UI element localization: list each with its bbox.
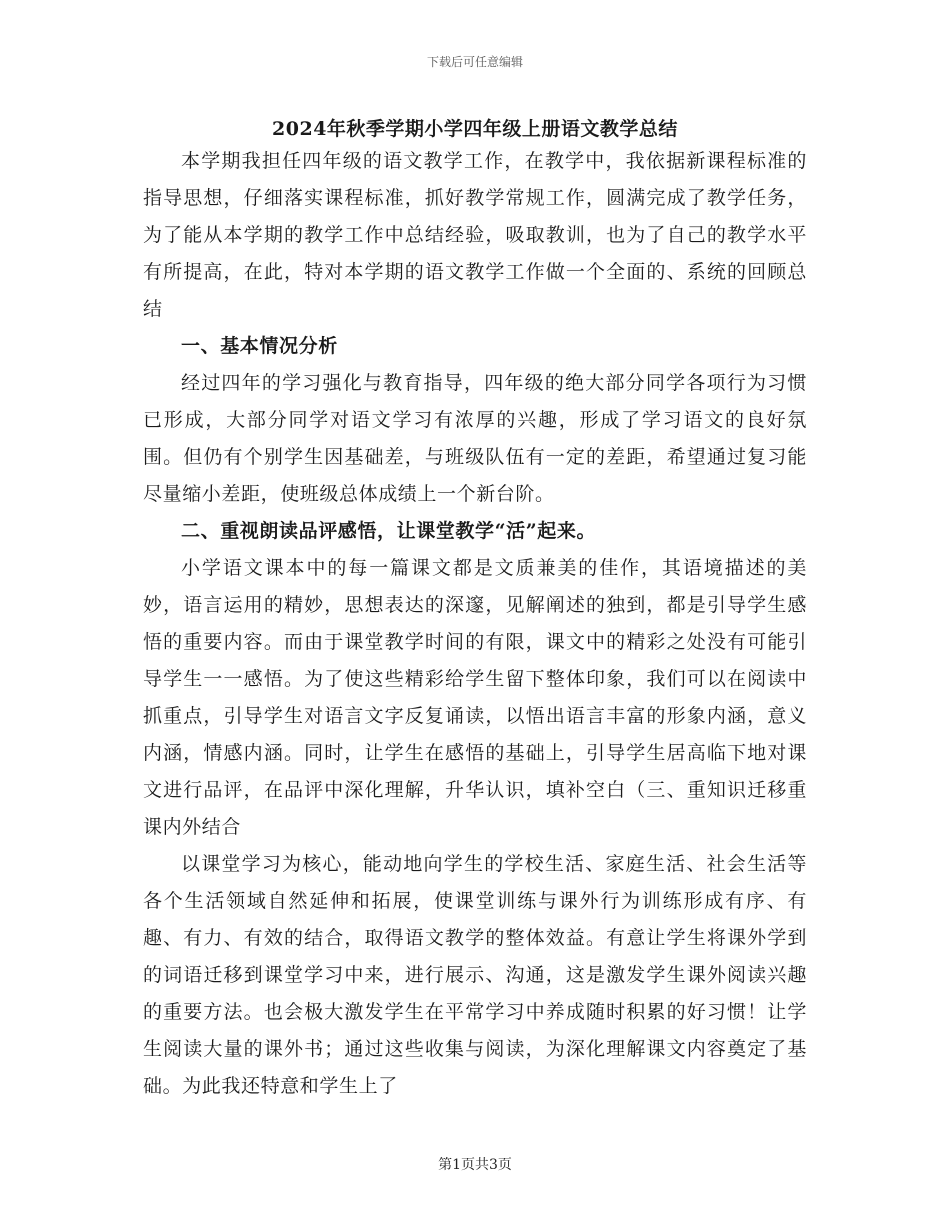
page-header xyxy=(0,54,950,70)
page-number: 第1页共3页 xyxy=(438,1157,512,1173)
paragraph-intro: 本学期我担任四年级的语文教学工作，在教学中，我依据新课程标准的指导思想，仔细落实课程标准，抓好教学常规工作，圆满完成了教学任务，为了能从本学期的教学工作中总结经验，吸取教训，也为了自己的教学水平有所提高，在此，特对本学期的语文教学工作做一个全面的、系统的回顾总结 xyxy=(143,150,807,320)
header-text: 下载后可任意编辑 xyxy=(426,55,523,69)
document-body xyxy=(143,143,807,1105)
paragraph-basic-situation: 经过四年的学习强化与教育指导，四年级的绝大部分同学各项行为习惯已形成，大部分同学对语文学习有浓厚的兴趣，形成了学习语文的良好氛围。但仍有个别学生因基础差，与班级队伍有一定的差距，希望通过复习能尽量缩小差距，使班级总体成绩上一个新台阶。 xyxy=(143,372,807,505)
page-footer xyxy=(0,1155,950,1175)
paragraph-knowledge-transfer: 以课堂学习为核心，能动地向学生的学校生活、家庭生活、社会生活等各个生活领域自然延伸和拓展，使课堂训练与课外行为训练形成有序、有趣、有力、有效的结合，取得语文教学的整体效益。有意让学生将课外学到的词语迁移到课堂学习中来，进行展示、沟通，这是激发学生课外阅读兴趣的重要方法。也会极大激发学生在平常学习中养成随时积累的好习惯！让学生阅读大量的课外书；通过这些收集与阅读，为深化理解课文内容奠定了基础。为此我还特意和学生上了 xyxy=(143,853,807,1097)
paragraph-reading: 小学语文课本中的每一篇课文都是文质兼美的佳作，其语境描述的美妙，语言运用的精妙，思想表达的深邃，见解阐述的独到，都是引导学生感悟的重要内容。而由于课堂教学时间的有限，课文中的精彩之处没有可能引导学生一一感悟。为了使这些精彩给学生留下整体印象，我们可以在阅读中抓重点，引导学生对语言文字反复诵读，以悟出语言丰富的形象内涵，意义内涵，情感内涵。同时，让学生在感悟的基础上，引导学生居高临下地对课文进行品评，在品评中深化理解，升华认识，填补空白（三、重知识迁移重课内外结合 xyxy=(143,557,807,838)
section-heading-1: 一、基本情况分析 xyxy=(181,335,338,357)
section-heading-2: 二、重视朗读品评感悟，让课堂教学“活”起来。 xyxy=(181,520,597,542)
document-title: 2024年秋季学期小学四年级上册语文教学总结 xyxy=(272,118,678,140)
